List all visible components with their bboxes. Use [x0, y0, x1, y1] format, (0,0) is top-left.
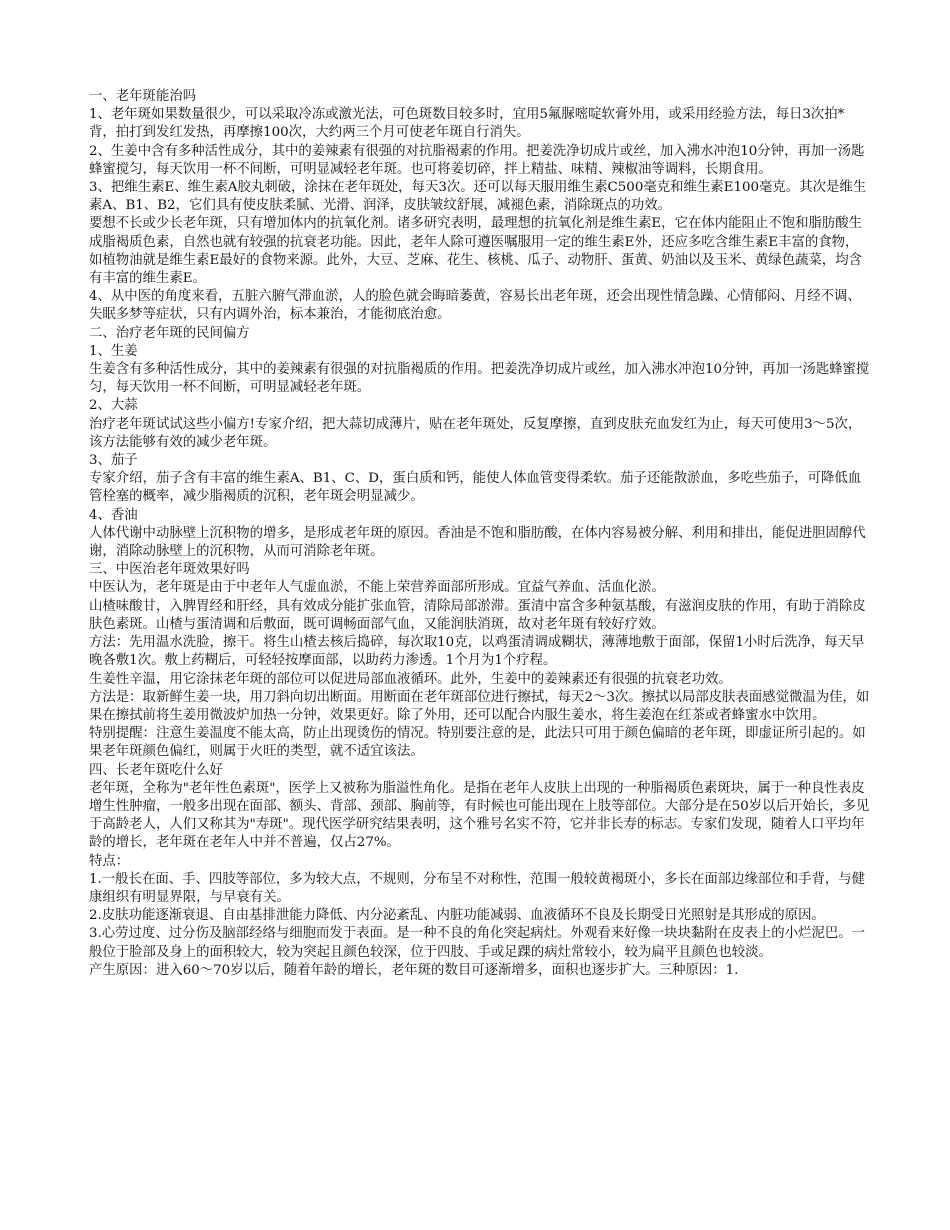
paragraph: 人体代谢中动脉壁上沉积物的增多，是形成老年斑的原因。香油是不饱和脂肪酸，在体内容易被分解、利用和排出，能促进胆固醇代谢，消除动脉壁上的沉积物，从而可消除老年斑。	[89, 525, 866, 560]
paragraph: 要想不长或少长老年斑，只有增加体内的抗氧化剂。诸多研究表明，最理想的抗氧化剂是维生素E，它在体内能阻止不饱和脂肪酸生成脂褐质色素，自然也就有较强的抗衰老功能。因此，老年人除可遵医嘱服用一定的维生素E外，还应多吃含维生素E丰富的食物，如植物油就是维生素E最好的食物来源。此外，大豆、芝麻、花生、核桃、瓜子、动物肝、蛋黄、奶油以及玉米、黄绿色蔬菜，均含有丰富的维生素E。	[89, 216, 863, 287]
paragraph: 1、老年斑如果数量很少，可以采取冷冻或激光法，可色斑数目较多时，宜用5氟脲嘧啶软膏外用，或采用经验方法，每日3次拍*背，拍打到发红发热，再摩擦100次，大约两三个月可使老年斑自行消失。	[89, 107, 845, 141]
list-item: 1.一般长在面、手、四肢等部位，多为较大点，不规则，分布呈不对称性，范围一般较黄褐斑小，多长在面部边缘部位和手背，与健康组织有明显界限，与早衰有关。	[89, 871, 866, 905]
section-heading-2: 二、治疗老年斑的民间偏方	[89, 325, 250, 341]
subheading: 3、茄子	[89, 453, 138, 469]
section-heading-3: 三、中医治老年斑效果好吗	[89, 562, 250, 578]
subheading: 2、大蒜	[89, 398, 138, 414]
paragraph: 治疗老年斑试试这些小偏方!专家介绍，把大蒜切成薄片，贴在老年斑处，反复摩擦，直到皮肤充血发红为止，每天可使用3～5次，该方法能够有效的减少老年斑。	[89, 416, 862, 450]
list-item: 2.皮肤功能逐渐衰退、自由基排泄能力降低、内分泌紊乱、内脏功能减弱、血液循环不良及长期受日光照射是其形成的原因。	[89, 908, 825, 924]
subheading: 1、生姜	[89, 343, 138, 359]
paragraph: 特别提醒：注意生姜温度不能太高，防止出现烫伤的情况。特别要注意的是，此法只可用于颜色偏暗的老年斑，即虚证所引起的。如果老年斑颜色偏红，则属于火旺的类型，就不适宜该法。	[89, 726, 866, 760]
paragraph: 生姜性辛温，用它涂抹老年斑的部位可以促进局部血液循环。此外，生姜中的姜辣素还有很强的抗衰老功效。	[89, 671, 732, 687]
paragraph: 生姜含有多种活性成分，其中的姜辣素有很强的对抗脂褐质的作用。把姜洗净切成片或丝，加入沸水冲泡10分钟，再加一汤匙蜂蜜搅匀，每天饮用一杯不间断，可明显减轻老年斑。	[89, 362, 870, 396]
subheading: 4、香油	[89, 507, 138, 523]
paragraph: 3、把维生素E、维生素A胶丸刺破，涂抹在老年斑处，每天3次。还可以每天服用维生素C500毫克和维生素E100毫克。其次是维生素A、B1、B2，它们具有使皮肤柔腻、光滑、润泽，皮肤皱纹舒展，减褪色素，消除斑点的功效。	[89, 180, 867, 214]
paragraph: 4、从中医的角度来看，五脏六腑气滞血淤，人的脸色就会晦暗萎黄，容易长出老年斑，还会出现性情急躁、心情郁闷、月经不调、失眠多梦等症状，只有内调外治，标本兼治，才能彻底治愈。	[89, 289, 861, 323]
paragraph: 2、生姜中含有多种活性成分，其中的姜辣素有很强的对抗脂褐素的作用。把姜洗净切成片或丝，加入沸水冲泡10分钟，再加一汤匙蜂蜜搅匀，每天饮用一杯不间断，可明显减轻老年斑。也可将姜切碎，拌上精盐、味精、辣椒油等调料，长期食用。	[89, 143, 865, 177]
paragraph: 老年斑，全称为"老年性色素斑"，医学上又被称为脂溢性角化。是指在老年人皮肤上出现的一种脂褐质色素斑块，属于一种良性表皮增生性肿瘤，一般多出现在面部、额头、背部、颈部、胸前等，有时候也可能出现在上肢等部位。大部分是在50岁以后开始长，多见于高龄老人，人们又称其为"寿斑"。现代医学研究结果表明，这个雅号名实不符，它并非长寿的标志。专家们发现，随着人口平均年龄的增长，老年斑在老年人中并不普遍，仅占27%。	[89, 780, 870, 851]
paragraph: 中医认为，老年斑是由于中老年人气虚血淤，不能上荣营养面部所形成。宜益气养血、活血化淤。	[89, 580, 665, 596]
section-heading-4: 四、长老年斑吃什么好	[89, 762, 223, 778]
list-item: 3.心劳过度、过分伤及脑部经络与细胞而发于表面。是一种不良的角化突起病灶。外观看来好像一块块黏附在皮表上的小烂泥巴。一般位于脸部及身上的面积较大，较为突起且颜色较深，位于四肢、手或足踝的病灶常较小，较为扁平且颜色也较淡。	[89, 926, 866, 960]
paragraph: 产生原因：进入60～70岁以后，随着年龄的增长，老年斑的数目可逐渐增多，面积也逐步扩大。三种原因：1.	[89, 962, 739, 978]
paragraph: 山楂味酸甘，入脾胃经和肝经，具有效成分能扩张血管，清除局部淤滞。蛋清中富含多种氨基酸，有滋润皮肤的作用，有助于消除皮肤色素斑。山楂与蛋清调和后敷面，既可调畅面部气血，又能润肤消斑，故对老年斑有较好疗效。	[89, 598, 866, 632]
paragraph: 专家介绍，茄子含有丰富的维生素A、B1、C、D，蛋白质和钙，能使人体血管变得柔软。茄子还能散淤血，多吃些茄子，可降低血管栓塞的概率，减少脂褐质的沉积，老年斑会明显减少。	[89, 471, 862, 505]
section-heading-1: 一、老年斑能治吗	[89, 89, 197, 104]
paragraph: 方法：先用温水洗脸，擦干。将生山楂去核后捣碎，每次取10克，以鸡蛋清调成糊状，薄薄地敷于面部，保留1小时后洗净，每天早晚各敷1次。敷上药糊后，可轻轻按摩面部，以助药力渗透。1个月为1个疗程。	[89, 635, 865, 669]
paragraph: 方法是：取新鲜生姜一块，用刀斜向切出断面。用断面在老年斑部位进行擦拭，每天2～3次。擦拭以局部皮肤表面感觉微温为佳，如果在擦拭前将生姜用微波炉加热一分钟，效果更好。除了外用，还可以配合内服生姜水，将生姜泡在红茶或者蜂蜜水中饮用。	[89, 689, 870, 723]
subheading: 特点：	[89, 853, 130, 869]
